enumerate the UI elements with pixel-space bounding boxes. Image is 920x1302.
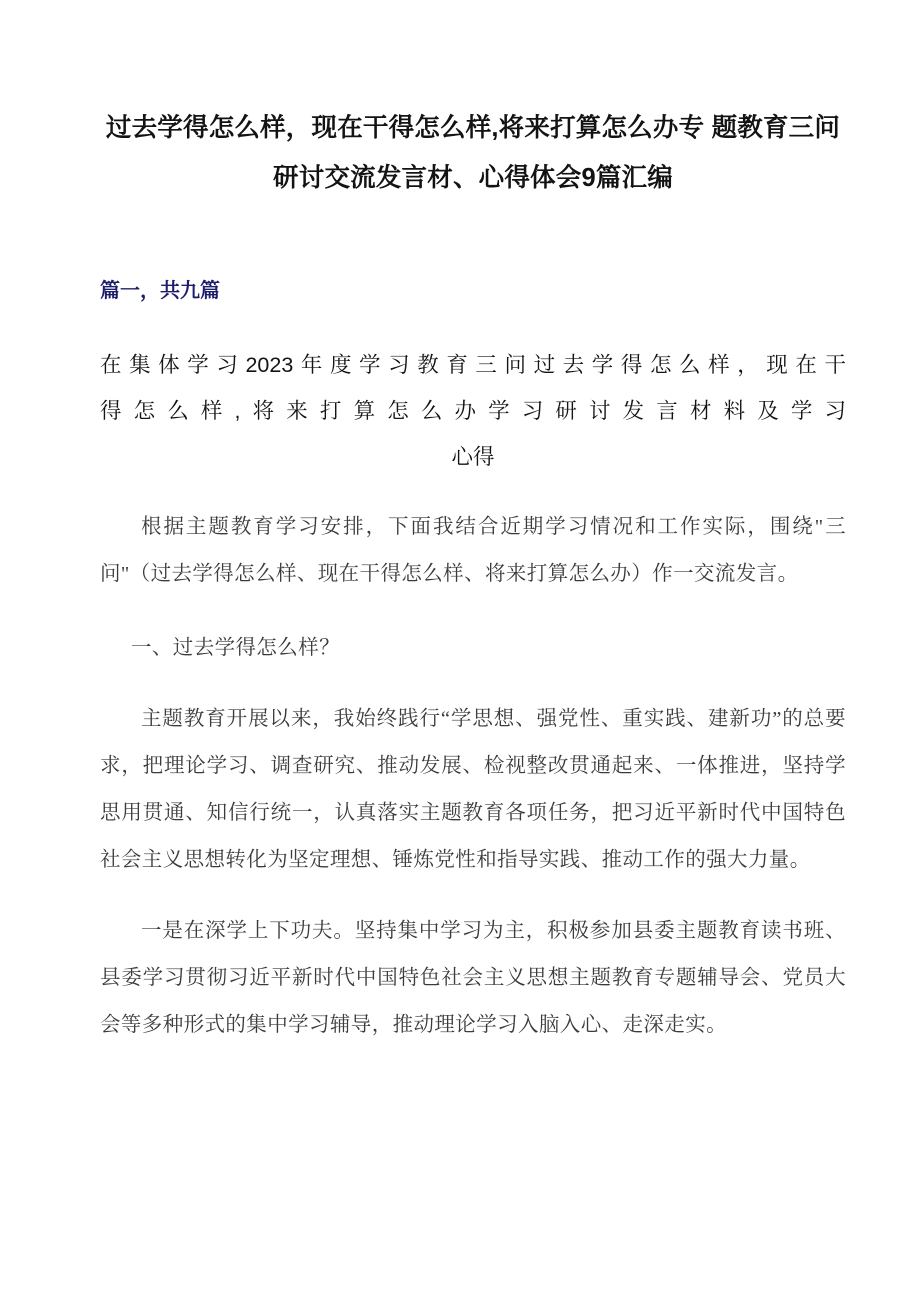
document-content — [100, 0, 846, 1049]
article-sub-heading-line-1: 在集体学习2023年度学习教育三问过去学得怎么样，现在干 — [100, 353, 846, 377]
article-sub-heading-line-2: 得怎么样,将来打算怎么办学习研讨发言材料及学习 — [100, 399, 846, 423]
paragraph-section-one-body: 主题教育开展以来，我始终践行“学思想、强党性、重实践、建新功”的总要求，把理论学习、调查研究、推动发展、检视整改贯通起来、一体推进，坚持学思用贯通、知信行统一，认真落实主题教育各项任务，把习近平新时代中国特色社会主义思想转化为坚定理想、锤炼党性和指导实践、推动工作的强大力量。 — [100, 708, 846, 871]
document-title-line-1: 过去学得怎么样，现在干得怎么样,将来打算怎么办专 — [105, 114, 705, 142]
document-title — [100, 0, 846, 203]
article-sub-heading — [100, 306, 846, 480]
piece-marker: 篇一，共九篇 — [100, 280, 220, 302]
paragraph-point-one: 一是在深学上下功夫。坚持集中学习为主，积极参加县委主题教育读书班、县委学习贯彻习近平新时代中国特色社会主义思想主题教育专题辅导会、党员大会等多种形式的集中学习辅导，推动理论学习入脑入心、走深走实。 — [100, 920, 846, 1036]
document-title-line-2: 题教育三问研讨交流发言材、心得体会9篇汇编 — [273, 114, 841, 192]
section-heading-one: 一、过去学得怎么样？ — [131, 637, 340, 659]
paragraph-intro: 根据主题教育学习安排，下面我结合近期学习情况和工作实际，围绕"三问"（过去学得怎么样、现在干得怎么样、将来打算怎么办）作一交流发言。 — [100, 516, 846, 585]
article-sub-heading-line-3: 心得 — [451, 445, 495, 469]
